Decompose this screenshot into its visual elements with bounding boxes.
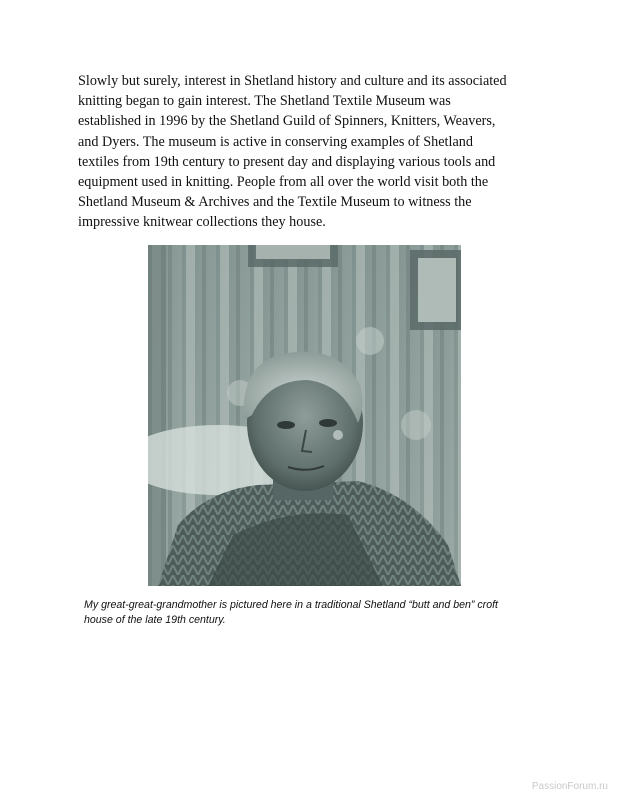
photo-caption bbox=[84, 598, 554, 627]
paragraph-line: textiles from 19th century to present day and displaying various tools and bbox=[78, 153, 496, 170]
paragraph-line: impressive knitwear collections they house. bbox=[78, 214, 326, 231]
caption-line: My great-great-grandmother is pictured here in a traditional Shetland “butt and ben” croft bbox=[84, 599, 498, 611]
paragraph-line: knitting began to gain interest. The Shetland Textile Museum was bbox=[78, 93, 451, 110]
article-paragraph bbox=[78, 71, 548, 233]
paragraph-line: and Dyers. The museum is active in conserving examples of Shetland bbox=[78, 133, 473, 150]
portrait-photo bbox=[148, 245, 461, 586]
paragraph-line: Shetland Museum & Archives and the Textile Museum to witness the bbox=[78, 194, 472, 211]
caption-line: house of the late 19th century. bbox=[84, 613, 226, 626]
watermark: PassionForum.ru bbox=[531, 781, 608, 792]
paragraph-line: equipment used in knitting. People from all over the world visit both the bbox=[78, 174, 489, 191]
paragraph-line: established in 1996 by the Shetland Guild of Spinners, Knitters, Weavers, bbox=[78, 113, 496, 130]
paragraph-line: Slowly but surely, interest in Shetland history and culture and its associated bbox=[78, 73, 507, 89]
